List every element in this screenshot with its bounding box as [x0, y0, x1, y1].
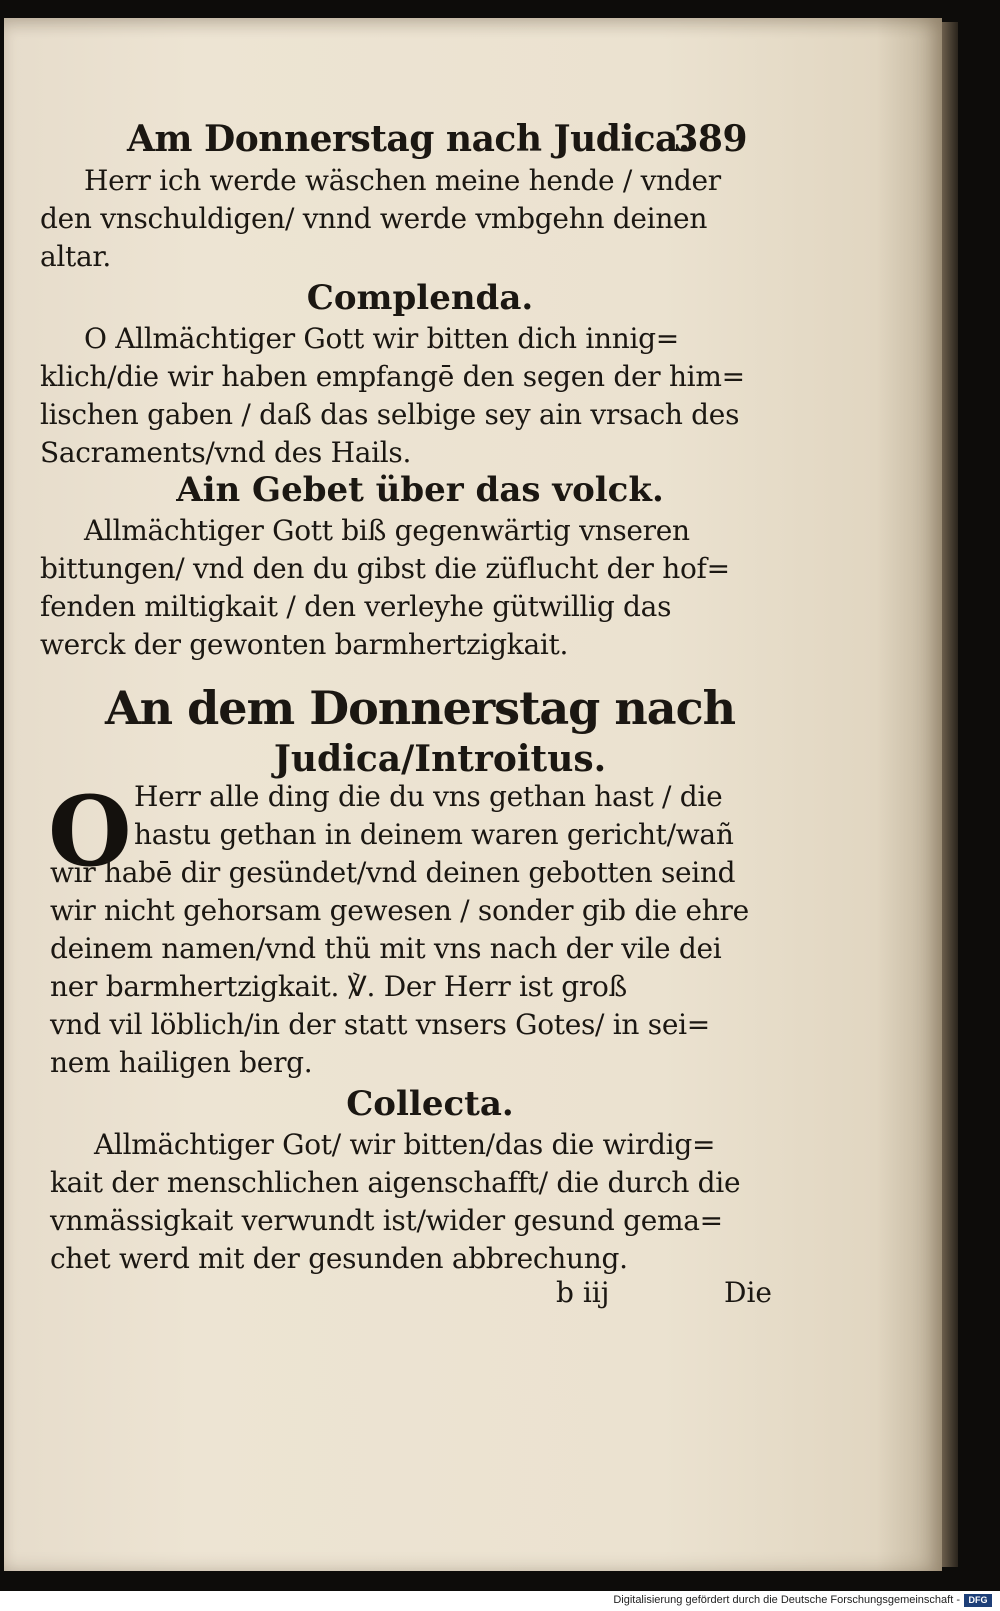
introitus-text	[48, 775, 810, 1082]
text-line: kait der menschlichen aigenschafft/ die durch die	[50, 1166, 741, 1199]
credit-footer	[0, 1591, 1000, 1611]
text-line: altar.	[40, 240, 112, 273]
text-line: Allmächtiger Got/ wir bitten/das die wirdig=	[94, 1128, 716, 1161]
text-line: nem hailigen berg.	[50, 1046, 313, 1079]
collecta-heading: Collecta.	[346, 1084, 514, 1124]
gebet-section	[40, 468, 800, 664]
main-subheading: Judica/Introitus.	[273, 738, 607, 780]
drop-cap: O	[48, 775, 132, 888]
text-line: vnmässigkait verwundt ist/wider gesund gema=	[50, 1204, 723, 1237]
catchword: Die	[724, 1276, 772, 1309]
gebet-heading: Ain Gebet über das volck.	[176, 470, 664, 510]
text-line: lischen gaben / daß das selbige sey ain vrsach des	[40, 398, 740, 431]
running-title: Am Donnerstag nach Judica.	[127, 118, 690, 160]
credit-text: Digitalisierung gefördert durch die Deutsche Forschungsgemeinschaft -	[613, 1594, 960, 1606]
dfg-logo: DFG	[964, 1594, 992, 1607]
text-line: fenden miltigkait / den verleyhe gütwillig das	[40, 590, 672, 623]
folio-number: 389	[673, 118, 747, 160]
text-line: vnd vil löblich/in der statt vnsers Gotes/ in sei=	[50, 1008, 710, 1041]
text-line: bittungen/ vnd den du gibst die züflucht der hof=	[40, 552, 730, 585]
collecta-section	[50, 1082, 810, 1278]
signature-mark: b iij	[556, 1276, 610, 1309]
text-line: Herr ich werde wäschen meine hende / vnder	[84, 164, 721, 197]
text-line: wir nicht gehorsam gewesen / sonder gib die ehre	[50, 894, 749, 927]
text-line: wir habē dir gesündet/vnd deinen gebotten seind	[50, 856, 736, 889]
text-line: O Allmächtiger Gott wir bitten dich innig=	[84, 322, 679, 355]
running-head	[127, 118, 747, 160]
text-line: hastu gethan in deinem waren gericht/wañ	[134, 818, 734, 851]
text-line: klich/die wir haben empfangē den segen der him=	[40, 360, 745, 393]
main-heading-block	[40, 680, 800, 782]
text-line: werck der gewonten barmhertzigkait.	[40, 628, 569, 661]
text-line: deinem namen/vnd thü mit vns nach der vile dei	[50, 932, 722, 965]
page-edge	[942, 22, 958, 1567]
text-line: ner barmhertzigkait. ℣. Der Herr ist groß	[50, 970, 627, 1003]
complenda-heading: Complenda.	[306, 278, 534, 318]
psalm-verse	[40, 162, 800, 276]
main-heading: An dem Donnerstag nach	[104, 681, 736, 735]
text-line: Sacraments/vnd des Hails.	[40, 436, 412, 469]
text-line: den vnschuldigen/ vnnd werde vmbgehn deinen	[40, 202, 708, 235]
text-line: Allmächtiger Gott biß gegenwärtig vnseren	[84, 514, 690, 547]
complenda-section	[40, 276, 800, 472]
text-line: Herr alle ding die du vns gethan hast / die	[134, 780, 723, 813]
text-line: chet werd mit der gesunden abbrechung.	[50, 1242, 628, 1275]
